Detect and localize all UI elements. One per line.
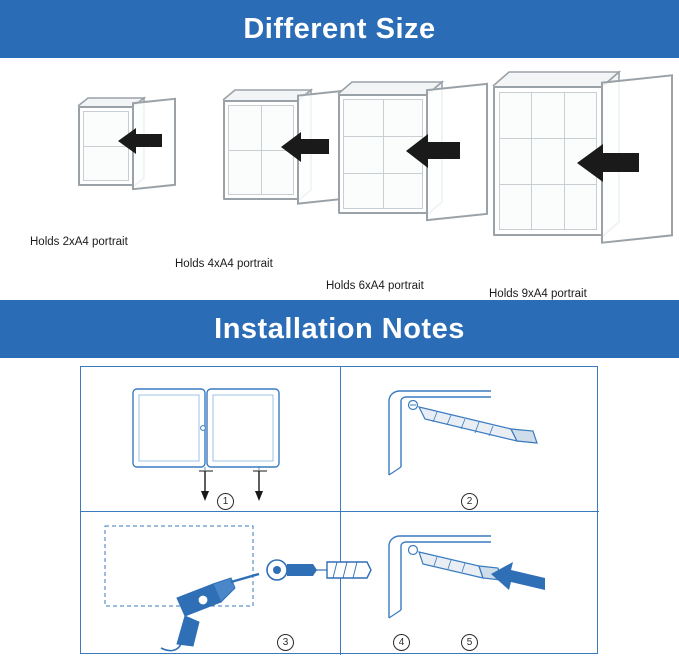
installation-notes-title: Installation Notes xyxy=(214,312,465,345)
different-size-section xyxy=(0,58,679,300)
installation-step-2 xyxy=(341,367,599,511)
size-label-6xa4: Holds 6xA4 portrait xyxy=(326,280,424,292)
size-item-9xa4 xyxy=(478,62,679,302)
section-header-different-size xyxy=(0,0,679,58)
cabinet-diagram-9xa4 xyxy=(483,72,679,272)
installation-notes-section xyxy=(0,358,679,671)
step-3-illustration xyxy=(81,512,340,655)
step-1-illustration xyxy=(81,367,340,511)
installation-step-5 xyxy=(341,512,599,655)
step-number-4: 4 xyxy=(393,634,410,651)
step-number-5: 5 xyxy=(461,634,478,651)
installation-step-1 xyxy=(81,367,340,511)
size-label-2xa4: Holds 2xA4 portrait xyxy=(30,236,128,248)
different-size-title: Different Size xyxy=(243,12,436,45)
section-header-installation-notes xyxy=(0,300,679,358)
close-door-arrow xyxy=(575,144,679,294)
step-number-2: 2 xyxy=(461,493,478,510)
size-label-9xa4: Holds 9xA4 portrait xyxy=(489,288,587,300)
size-item-2xa4 xyxy=(30,88,190,268)
installation-step-3 xyxy=(81,512,340,655)
step-2-illustration xyxy=(341,367,599,511)
installation-steps-grid xyxy=(80,366,598,654)
step-number-1: 1 xyxy=(217,493,234,510)
cabinet-diagram-2xa4 xyxy=(50,98,180,208)
size-label-4xa4: Holds 4xA4 portrait xyxy=(175,258,273,270)
step-number-3: 3 xyxy=(277,634,294,651)
